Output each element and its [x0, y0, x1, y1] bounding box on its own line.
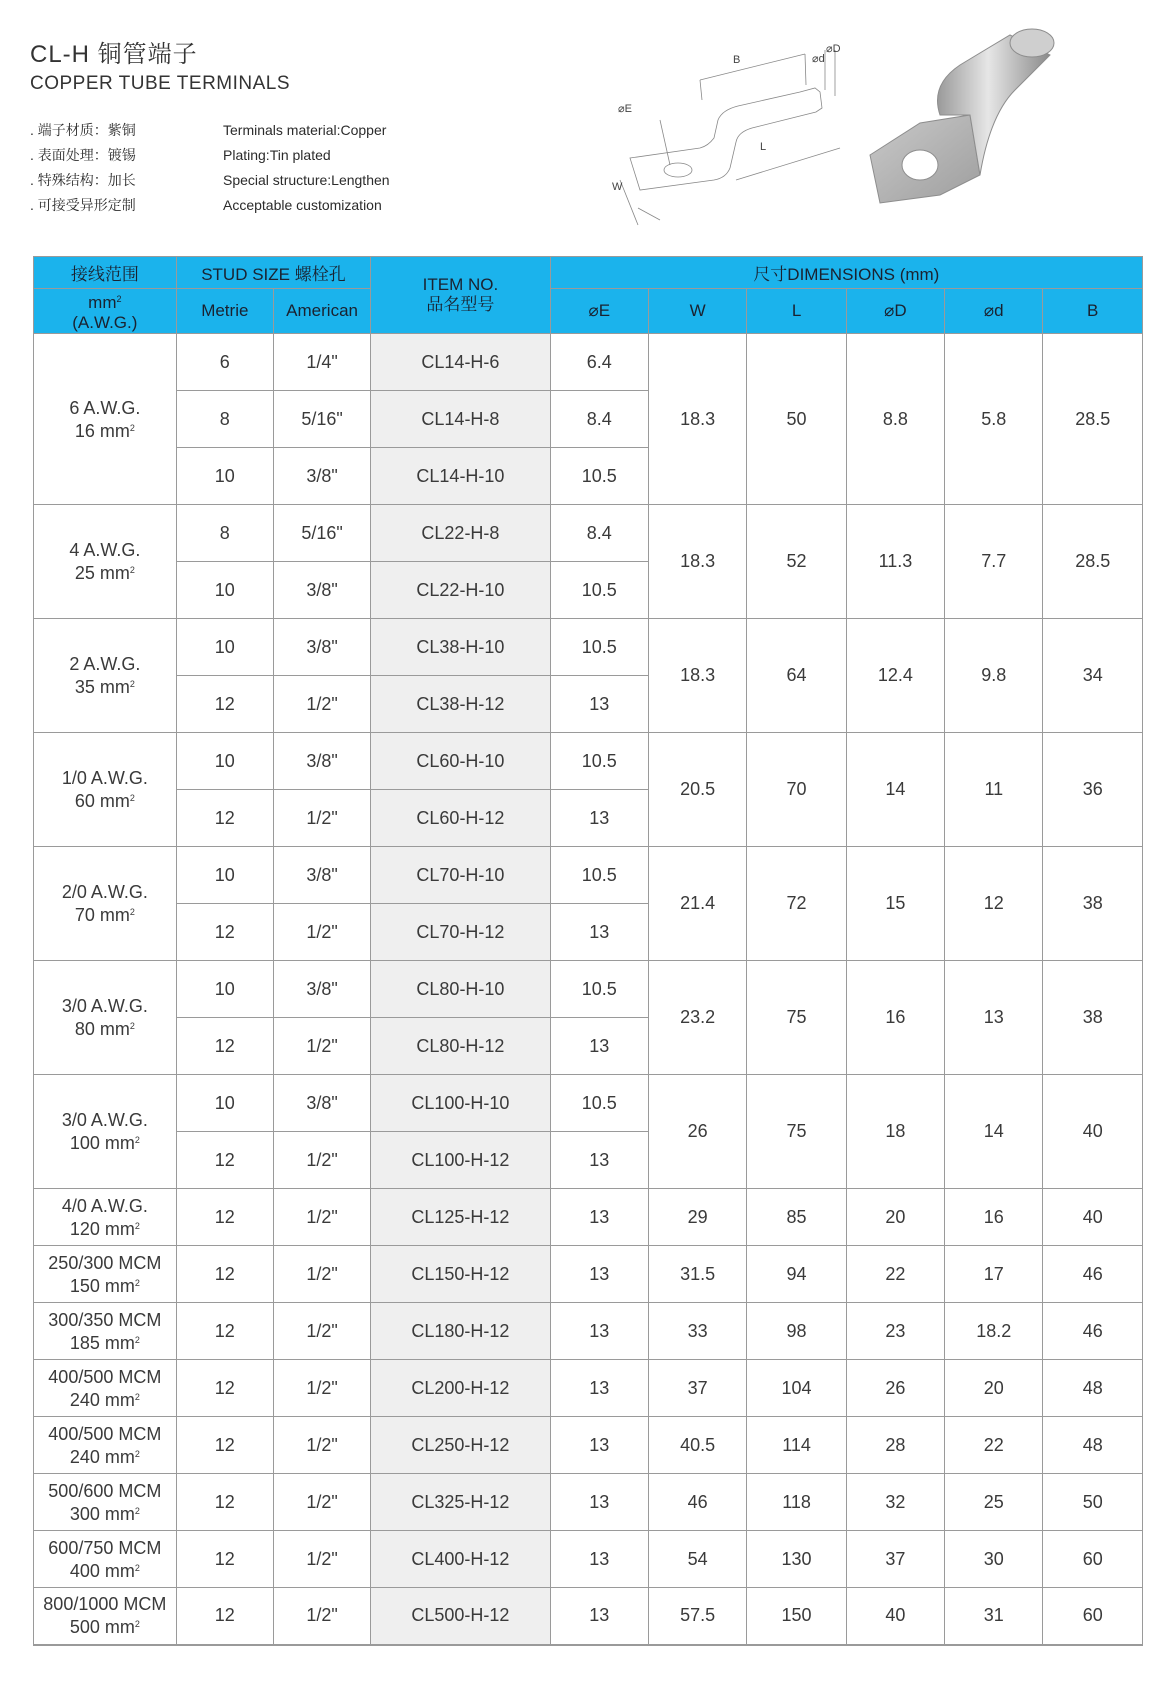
page-header [30, 34, 290, 95]
cell-american: 1/2" [273, 676, 370, 733]
cell-e: 10.5 [550, 733, 648, 790]
cell-d-small: 14 [945, 1075, 1043, 1189]
cell-american: 5/16" [273, 505, 370, 562]
cell-d-small: 5.8 [945, 334, 1043, 505]
cell-metric: 12 [176, 676, 273, 733]
cell-e: 13 [550, 790, 648, 847]
cell-item-no: CL250-H-12 [371, 1417, 550, 1474]
table-row [34, 1246, 1143, 1303]
cell-metric: 10 [176, 619, 273, 676]
table-row [34, 1474, 1143, 1531]
cell-range [34, 1417, 177, 1474]
cell-metric: 8 [176, 505, 273, 562]
cell-metric: 12 [176, 1246, 273, 1303]
cell-e: 10.5 [550, 448, 648, 505]
range-awg: 4/0 A.W.G. [61, 1195, 148, 1216]
cell-l: 72 [747, 847, 846, 961]
header-d-small: ⌀d [945, 289, 1043, 334]
header-stud-size: STUD SIZE 螺栓孔 [176, 257, 371, 289]
cell-item-no: CL200-H-12 [371, 1360, 550, 1417]
cell-d-small: 13 [945, 961, 1043, 1075]
cell-e: 8.4 [550, 505, 648, 562]
cell-e: 10.5 [550, 619, 648, 676]
cell-d-small: 22 [945, 1417, 1043, 1474]
cell-w: 18.3 [648, 619, 746, 733]
range-mm: 25 $mm^2$ [74, 563, 135, 583]
spec-en: Acceptable customization [223, 197, 382, 213]
cell-e: 8.4 [550, 391, 648, 448]
spec-en: Terminals material:Copper [223, 122, 387, 138]
cell-e: 13 [550, 1417, 648, 1474]
cell-d-big: 37 [846, 1531, 944, 1588]
table-row [34, 1189, 1143, 1246]
range-mm: 185 $mm^2$ [69, 1332, 140, 1353]
cell-item-no: CL80-H-10 [371, 961, 550, 1018]
cell-b: 34 [1043, 619, 1143, 733]
cell-w: 31.5 [648, 1246, 746, 1303]
cell-w: 40.5 [648, 1417, 746, 1474]
cell-e: 13 [550, 1018, 648, 1075]
spec-item [30, 168, 390, 193]
cell-range [34, 1360, 177, 1417]
header-dimensions: 尺寸DIMENSIONS (mm) [550, 257, 1142, 289]
table-row [34, 334, 1143, 391]
terminal-spec-table [33, 256, 1143, 1646]
spec-cn: . 端子材质：紫铜 [30, 122, 136, 138]
cell-b: 48 [1043, 1360, 1143, 1417]
cell-w: 20.5 [648, 733, 746, 847]
label-l: L [760, 141, 767, 153]
cell-metric: 8 [176, 391, 273, 448]
range-awg: 2/0 A.W.G. [61, 882, 148, 902]
cell-w: 29 [648, 1189, 746, 1246]
cell-b: 38 [1043, 847, 1143, 961]
cell-b: 28.5 [1043, 334, 1143, 505]
header-range: 接线范围 [34, 257, 177, 289]
table-row [34, 1303, 1143, 1360]
cell-e: 13 [550, 1474, 648, 1531]
header-range-awg: (A.W.G.) [72, 313, 138, 332]
range-awg: 1/0 A.W.G. [61, 768, 148, 788]
header-item-en: ITEM NO. [422, 275, 499, 294]
range-awg: 600/750 MCM [48, 1537, 162, 1558]
cell-e: 10.5 [550, 1075, 648, 1132]
cell-d-small: 31 [945, 1588, 1043, 1645]
header-item-cn: 品名型号 [426, 295, 495, 314]
label-e: ⌀E [618, 103, 632, 115]
cell-l: 114 [747, 1417, 846, 1474]
cell-d-big: 28 [846, 1417, 944, 1474]
cell-range [34, 1531, 177, 1588]
cell-metric: 10 [176, 847, 273, 904]
cell-d-big: 16 [846, 961, 944, 1075]
header-w: W [648, 289, 746, 334]
header-l: L [747, 289, 846, 334]
cell-range [34, 1189, 177, 1246]
cell-w: 23.2 [648, 961, 746, 1075]
cell-b: 46 [1043, 1303, 1143, 1360]
cell-american: 3/8" [273, 961, 370, 1018]
cell-l: 85 [747, 1189, 846, 1246]
cell-e: 13 [550, 1360, 648, 1417]
table-row [34, 1417, 1143, 1474]
cell-d-big: 20 [846, 1189, 944, 1246]
cell-item-no: CL150-H-12 [371, 1246, 550, 1303]
cell-american: 1/2" [273, 1303, 370, 1360]
range-mm: 16 $mm^2$ [74, 420, 135, 441]
spec-item [30, 143, 390, 168]
cell-e: 13 [550, 1189, 648, 1246]
cell-range [34, 505, 177, 619]
cell-d-small: 30 [945, 1531, 1043, 1588]
cell-e: 13 [550, 1531, 648, 1588]
cell-d-small: 17 [945, 1246, 1043, 1303]
cell-d-small: 7.7 [945, 505, 1043, 619]
cell-b: 50 [1043, 1474, 1143, 1531]
cell-e: 10.5 [550, 961, 648, 1018]
cell-american: 3/8" [273, 562, 370, 619]
cell-d-small: 25 [945, 1474, 1043, 1531]
cell-l: 64 [747, 619, 846, 733]
cell-item-no: CL14-H-10 [371, 448, 550, 505]
table-row [34, 1531, 1143, 1588]
cell-e: 10.5 [550, 562, 648, 619]
cell-item-no: CL22-H-8 [371, 505, 550, 562]
cell-w: 18.3 [648, 334, 746, 505]
label-d-big: ⌀D [826, 43, 841, 55]
cell-american: 5/16" [273, 391, 370, 448]
range-awg: 3/0 A.W.G. [61, 1110, 148, 1130]
cell-b: 46 [1043, 1246, 1143, 1303]
cell-l: 150 [747, 1588, 846, 1645]
range-awg: 4 A.W.G. [69, 540, 141, 560]
cell-range [34, 1246, 177, 1303]
cell-d-big: 8.8 [846, 334, 944, 505]
cell-item-no: CL100-H-12 [371, 1132, 550, 1189]
cell-l: 94 [747, 1246, 846, 1303]
table-row [34, 1075, 1143, 1132]
cell-metric: 12 [176, 1018, 273, 1075]
cell-metric: 12 [176, 1474, 273, 1531]
table-row [34, 1360, 1143, 1417]
page-title-cn: CL-H 铜管端子 [30, 41, 198, 68]
header-range-unit [34, 289, 177, 334]
cell-item-no: CL70-H-12 [371, 904, 550, 961]
cell-l: 70 [747, 733, 846, 847]
spec-cn: . 特殊结构：加长 [30, 172, 136, 188]
cell-d-big: 32 [846, 1474, 944, 1531]
cell-d-big: 26 [846, 1360, 944, 1417]
cell-item-no: CL70-H-10 [371, 847, 550, 904]
cell-american: 3/8" [273, 847, 370, 904]
cell-american: 1/2" [273, 1588, 370, 1645]
header-d-big: ⌀D [846, 289, 944, 334]
cell-d-big: 14 [846, 733, 944, 847]
range-mm: 400 $mm^2$ [69, 1560, 140, 1581]
cell-metric: 10 [176, 1075, 273, 1132]
range-mm: 500 $mm^2$ [69, 1617, 140, 1638]
cell-d-small: 18.2 [945, 1303, 1043, 1360]
header-b: B [1043, 289, 1143, 334]
cell-range [34, 733, 177, 847]
cell-w: 54 [648, 1531, 746, 1588]
cell-metric: 12 [176, 1531, 273, 1588]
cell-item-no: CL100-H-10 [371, 1075, 550, 1132]
cell-american: 1/2" [273, 904, 370, 961]
cell-item-no: CL400-H-12 [371, 1531, 550, 1588]
cell-e: 13 [550, 1303, 648, 1360]
terminal-photo-image [900, 25, 1150, 225]
table-header [34, 257, 1143, 334]
cell-e: 10.5 [550, 847, 648, 904]
spec-en: Plating:Tin plated [223, 147, 331, 163]
cell-d-small: 16 [945, 1189, 1043, 1246]
header-american: American [273, 289, 370, 334]
cell-l: 75 [747, 961, 846, 1075]
cell-american: 3/8" [273, 1075, 370, 1132]
label-w: W [612, 181, 623, 193]
range-awg: 400/500 MCM [48, 1423, 162, 1444]
cell-american: 1/2" [273, 1246, 370, 1303]
cell-l: 52 [747, 505, 846, 619]
cell-e: 13 [550, 904, 648, 961]
range-awg: 3/0 A.W.G. [61, 996, 148, 1016]
cell-american: 1/2" [273, 1189, 370, 1246]
cell-b: 40 [1043, 1189, 1143, 1246]
label-b: B [733, 54, 741, 66]
range-mm: 100 $mm^2$ [69, 1133, 140, 1153]
cell-metric: 12 [176, 1189, 273, 1246]
cell-american: 3/8" [273, 619, 370, 676]
cell-metric: 12 [176, 1360, 273, 1417]
cell-item-no: CL180-H-12 [371, 1303, 550, 1360]
range-awg: 300/350 MCM [48, 1309, 162, 1330]
cell-d-big: 18 [846, 1075, 944, 1189]
cell-w: 33 [648, 1303, 746, 1360]
cell-l: 104 [747, 1360, 846, 1417]
cell-range [34, 961, 177, 1075]
cell-metric: 10 [176, 448, 273, 505]
range-mm: 80 $mm^2$ [74, 1019, 135, 1039]
cell-d-big: 40 [846, 1588, 944, 1645]
cell-item-no: CL60-H-10 [371, 733, 550, 790]
table-row [34, 505, 1143, 562]
cell-item-no: CL325-H-12 [371, 1474, 550, 1531]
cell-metric: 6 [176, 334, 273, 391]
spec-cn: . 表面处理：镀锡 [30, 147, 136, 163]
cell-b: 60 [1043, 1588, 1143, 1645]
cell-range [34, 847, 177, 961]
cell-range [34, 1075, 177, 1189]
cell-e: 13 [550, 1588, 648, 1645]
cell-american: 1/2" [273, 790, 370, 847]
cell-metric: 12 [176, 1417, 273, 1474]
range-awg: 250/300 MCM [48, 1252, 162, 1273]
range-awg: 500/600 MCM [48, 1480, 162, 1501]
cell-e: 13 [550, 676, 648, 733]
cell-d-big: 23 [846, 1303, 944, 1360]
header-metric: Metrie [176, 289, 273, 334]
label-d-small: ⌀d [812, 53, 825, 65]
cell-d-small: 12 [945, 847, 1043, 961]
cell-b: 36 [1043, 733, 1143, 847]
spec-cn: . 可接受异形定制 [30, 197, 136, 213]
table-body [34, 334, 1143, 1645]
cell-l: 75 [747, 1075, 846, 1189]
cell-american: 1/2" [273, 1417, 370, 1474]
range-mm: 150 $mm^2$ [69, 1275, 140, 1296]
cell-d-big: 15 [846, 847, 944, 961]
cell-metric: 10 [176, 961, 273, 1018]
cell-w: 18.3 [648, 505, 746, 619]
cell-d-small: 20 [945, 1360, 1043, 1417]
cell-range [34, 1474, 177, 1531]
cell-d-small: 11 [945, 733, 1043, 847]
cell-b: 60 [1043, 1531, 1143, 1588]
cell-metric: 12 [176, 904, 273, 961]
range-mm: 70 $mm^2$ [74, 905, 135, 925]
cell-w: 57.5 [648, 1588, 746, 1645]
table-row [34, 619, 1143, 676]
spec-item [30, 193, 390, 218]
cell-range [34, 1303, 177, 1360]
cell-metric: 10 [176, 562, 273, 619]
cell-american: 1/2" [273, 1474, 370, 1531]
cell-american: 3/8" [273, 733, 370, 790]
cell-range [34, 619, 177, 733]
cell-metric: 10 [176, 733, 273, 790]
cell-b: 38 [1043, 961, 1143, 1075]
cell-american: 1/2" [273, 1531, 370, 1588]
cell-e: 13 [550, 1246, 648, 1303]
cell-w: 21.4 [648, 847, 746, 961]
cell-l: 118 [747, 1474, 846, 1531]
cell-e: 13 [550, 1132, 648, 1189]
range-awg: 800/1000 MCM [43, 1594, 167, 1615]
range-mm: 300 $mm^2$ [69, 1503, 140, 1524]
cell-w: 37 [648, 1360, 746, 1417]
cell-item-no: CL38-H-10 [371, 619, 550, 676]
cell-w: 46 [648, 1474, 746, 1531]
cell-e: 6.4 [550, 334, 648, 391]
cell-l: 50 [747, 334, 846, 505]
cell-american: 1/2" [273, 1132, 370, 1189]
table-row [34, 847, 1143, 904]
header-e: ⌀E [550, 289, 648, 334]
cell-range [34, 1588, 177, 1645]
header-item-no [371, 257, 550, 334]
cell-item-no: CL500-H-12 [371, 1588, 550, 1645]
range-awg: 2 A.W.G. [69, 654, 141, 674]
cell-b: 48 [1043, 1417, 1143, 1474]
table-row [34, 1588, 1143, 1645]
cell-l: 130 [747, 1531, 846, 1588]
cell-american: 1/2" [273, 1018, 370, 1075]
cell-item-no: CL80-H-12 [371, 1018, 550, 1075]
range-mm: 60 $mm^2$ [74, 791, 135, 811]
page-title-en: COPPER TUBE TERMINALS [30, 73, 291, 94]
cell-d-small: 9.8 [945, 619, 1043, 733]
range-mm: 120 $mm^2$ [69, 1218, 140, 1239]
range-awg: 6 A.W.G. [69, 397, 141, 418]
range-mm: 35 $mm^2$ [74, 677, 135, 697]
table-row [34, 961, 1143, 1018]
cell-item-no: CL22-H-10 [371, 562, 550, 619]
cell-d-big: 22 [846, 1246, 944, 1303]
cell-item-no: CL14-H-6 [371, 334, 550, 391]
spec-en: Special structure:Lengthen [223, 172, 390, 188]
cell-w: 26 [648, 1075, 746, 1189]
cell-item-no: CL60-H-12 [371, 790, 550, 847]
cell-item-no: CL38-H-12 [371, 676, 550, 733]
header-range-mm: $mm^2$ [88, 293, 122, 312]
cell-metric: 12 [176, 1303, 273, 1360]
cell-item-no: CL14-H-8 [371, 391, 550, 448]
cell-metric: 12 [176, 1588, 273, 1645]
cell-metric: 12 [176, 790, 273, 847]
cell-american: 1/2" [273, 1360, 370, 1417]
spec-item [30, 118, 390, 143]
cell-b: 40 [1043, 1075, 1143, 1189]
cell-range [34, 334, 177, 505]
cell-american: 1/4" [273, 334, 370, 391]
range-mm: 240 $mm^2$ [69, 1446, 140, 1467]
cell-item-no: CL125-H-12 [371, 1189, 550, 1246]
table-row [34, 733, 1143, 790]
cell-l: 98 [747, 1303, 846, 1360]
spec-list [30, 118, 390, 218]
cell-metric: 12 [176, 1132, 273, 1189]
range-mm: 240 $mm^2$ [69, 1389, 140, 1410]
cell-b: 28.5 [1043, 505, 1143, 619]
range-awg: 400/500 MCM [48, 1366, 162, 1387]
cell-d-big: 11.3 [846, 505, 944, 619]
cell-american: 3/8" [273, 448, 370, 505]
cell-d-big: 12.4 [846, 619, 944, 733]
